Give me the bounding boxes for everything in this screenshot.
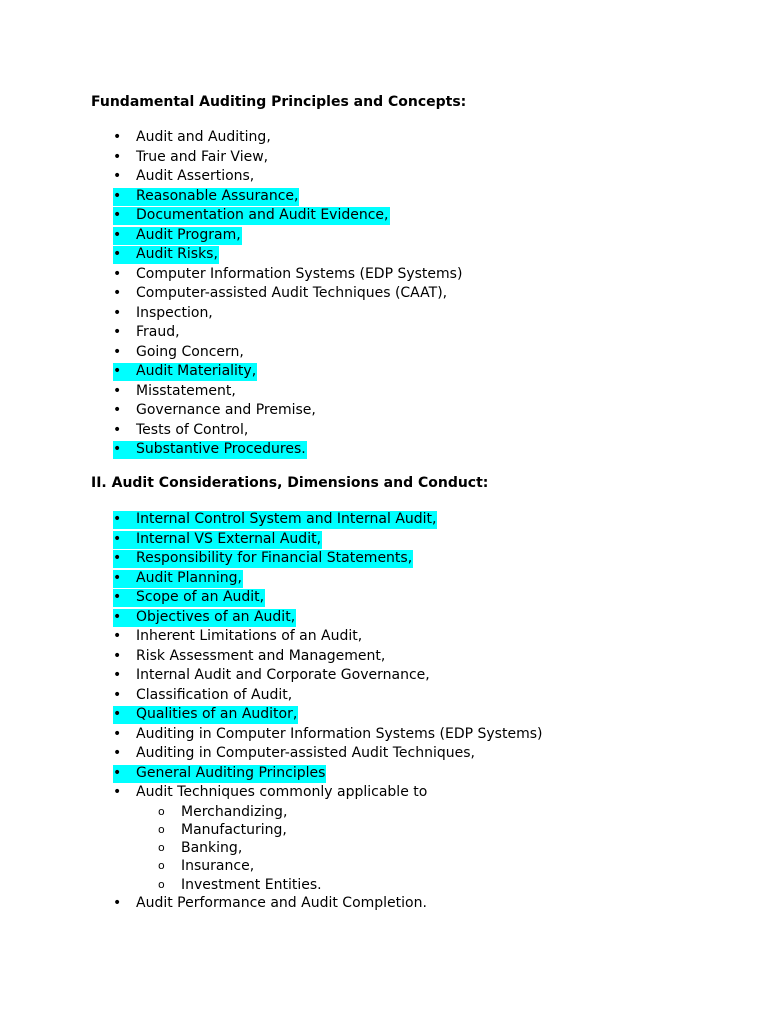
section1-heading: Fundamental Auditing Principles and Concepts: [91,94,467,110]
list-item-label: Classification of Audit, [136,686,293,703]
list-item [0,588,768,608]
bullet-icon: • [113,402,122,418]
list-item [0,304,768,324]
bullet-icon: • [113,324,122,340]
bullet-icon: • [113,265,122,282]
list-item [0,569,768,589]
bullet-icon: • [113,207,122,223]
list-item-label: Internal VS External Audit, [136,530,322,547]
list-item [0,148,768,168]
bullet-icon: • [113,667,122,683]
list-item [0,666,768,686]
sub-list-item [0,876,768,894]
list-item-label: Substantive Procedures. [136,441,306,457]
list-item [0,323,768,343]
list-item-label: Inspection, [136,304,213,321]
circle-bullet-icon: o [158,822,165,836]
list-item-label: Audit Performance and Audit Completion. [136,894,427,911]
list-item-label: Fraud, [136,324,180,340]
list-item [0,647,768,667]
bullet-icon: • [113,706,122,722]
list-item [0,530,768,550]
list-item-label: Responsibility for Financial Statements, [136,550,413,566]
bullet-icon: • [113,764,122,781]
bullet-icon: • [113,511,122,527]
list-item-label: Audit Materiality, [136,363,257,379]
list-item [0,421,768,441]
list-item [0,382,768,402]
list-item [0,764,768,784]
bullet-icon: • [113,129,122,145]
bullet-icon: • [113,168,122,184]
list-item-label: Misstatement, [136,382,236,399]
list-item-label: Objectives of an Audit, [136,608,296,625]
list-item [0,167,768,187]
sub-list-item-label: Investment Entities. [181,876,322,893]
list-item [0,627,768,647]
list-item-label: Audit Program, [136,226,241,243]
list-item-label: Audit Planning, [136,569,242,586]
bullet-icon: • [113,421,122,438]
bullet-icon: • [113,569,122,586]
list-item-label: Computer-assisted Audit Techniques (CAAT), [136,285,448,301]
list-item-label: Computer Information Systems (EDP Systems) [136,265,463,282]
bullet-icon: • [113,226,122,243]
bullet-icon: • [113,530,122,547]
list-item-label: Auditing in Computer-assisted Audit Techniques, [136,745,475,761]
list-item [0,343,768,363]
bullet-icon: • [113,647,122,664]
list-item [0,362,768,382]
list-item [0,725,768,745]
bullet-icon: • [113,304,122,321]
bullet-icon: • [113,894,122,911]
bullet-icon: • [113,441,122,457]
list-item [0,783,768,803]
list-item-label: Internal Control System and Internal Audit, [136,511,437,527]
list-item-label: Scope of an Audit, [136,589,265,605]
list-item-label: Inherent Limitations of an Audit, [136,628,363,644]
sub-list-item-label: Merchandizing, [181,803,288,820]
list-item [0,226,768,246]
sub-list-item [0,839,768,857]
bullet-icon: • [113,285,122,301]
bullet-icon: • [113,589,122,605]
list-item-label: Audit Assertions, [136,168,255,184]
bullet-icon: • [113,608,122,625]
list-item-label: Governance and Premise, [136,402,316,418]
sub-list-item [0,857,768,875]
list-item-label: Audit Techniques commonly applicable to [136,784,428,800]
list-item-label: Going Concern, [136,343,244,360]
list-item [0,510,768,530]
bullet-icon: • [113,550,122,566]
section2-heading: II. Audit Considerations, Dimensions and Conduct: [91,475,489,491]
bullet-icon: • [113,784,122,800]
bullet-icon: • [113,745,122,761]
bullet-icon: • [113,725,122,742]
sub-list-item-label: Insurance, [181,858,255,875]
circle-bullet-icon: o [158,804,165,818]
list-item-label: General Auditing Principles [136,764,326,781]
list-item [0,128,768,148]
sub-list-item-label: Manufacturing, [181,821,287,838]
list-item [0,549,768,569]
list-item-label: Audit and Auditing, [136,129,271,145]
bullet-icon: • [113,343,122,360]
list-item [0,187,768,207]
section1-list [0,128,768,460]
list-item [0,401,768,421]
bullet-icon: • [113,686,122,703]
bullet-icon: • [113,246,122,262]
list-item [0,206,768,226]
list-item-label: Internal Audit and Corporate Governance, [136,667,430,683]
list-item [0,705,768,725]
list-item [0,894,768,914]
bullet-icon: • [113,148,122,165]
list-item-label: Reasonable Assurance, [136,187,299,204]
list-item [0,440,768,460]
list-item [0,744,768,764]
circle-bullet-icon: o [158,841,165,855]
list-item-label: Audit Risks, [136,246,218,262]
list-item [0,284,768,304]
sub-list-item-label: Banking, [181,840,243,857]
sub-list-item [0,821,768,839]
list-item-label: Tests of Control, [136,421,249,438]
circle-bullet-icon: o [158,859,165,873]
section2-list [0,510,768,913]
list-item-label: True and Fair View, [136,148,269,165]
sub-list-item [0,803,768,821]
list-item-label: Auditing in Computer Information Systems (EDP Systems) [136,725,543,742]
bullet-icon: • [113,363,122,379]
list-item [0,245,768,265]
list-item [0,686,768,706]
list-item [0,265,768,285]
bullet-icon: • [113,382,122,399]
list-item-label: Qualities of an Auditor, [136,706,298,722]
list-item [0,608,768,628]
circle-bullet-icon: o [158,877,165,891]
list-item-label: Risk Assessment and Management, [136,647,386,664]
bullet-icon: • [113,628,122,644]
list-item-label: Documentation and Audit Evidence, [136,207,389,223]
bullet-icon: • [113,187,122,204]
